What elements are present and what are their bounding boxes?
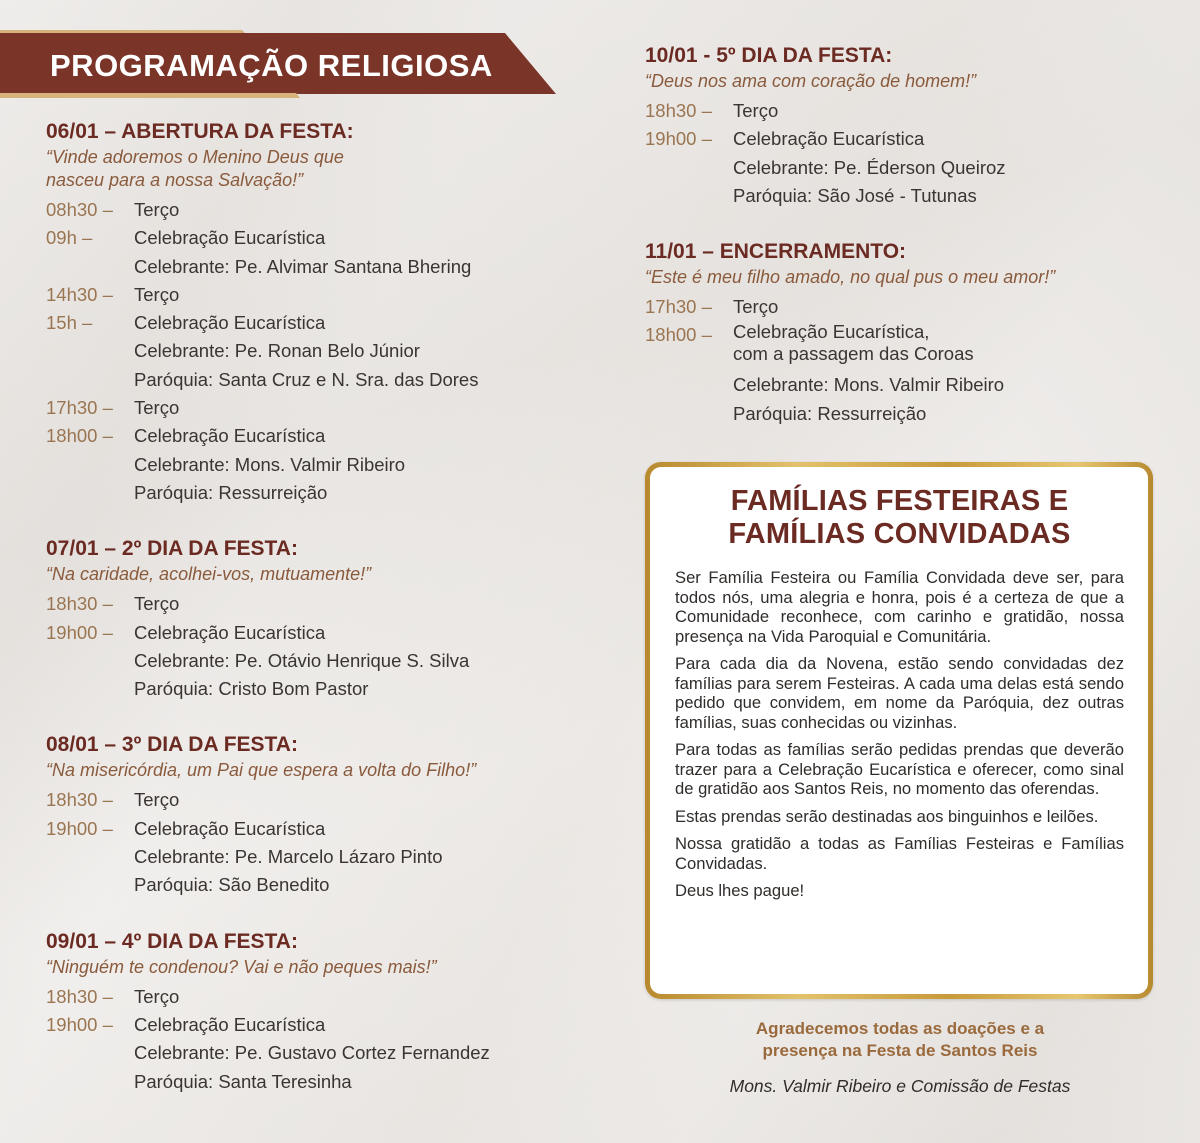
banner-title: PROGRAMAÇÃO RELIGIOSA [50,48,493,83]
families-paragraph: Para cada dia da Novena, estão sendo convidadas dez famílias para serem Festeiras. A cada uma delas está sendo pedido que convidem, em nome da Paróquia, dez outras famílias, suas conhecidas ou vizinhas. [675,654,1124,732]
entry-celebrant: Celebrante: Pe. Gustavo Cortez Fernandez [134,1042,490,1064]
entry-celebrant: Celebrante: Pe. Ronan Belo Júnior [134,340,420,362]
entry-time: 18h30 – [46,593,113,615]
entry-celebrant: Celebrante: Pe. Marcelo Lázaro Pinto [134,846,443,868]
schedule-entry [645,293,1165,321]
entry-line: Celebração Eucarística [134,1013,326,1035]
families-closing: Deus lhes pague! [675,881,805,900]
day-quote: “Na caridade, acolhei-vos, mutuamente!” [46,564,372,585]
families-paragraph: Nossa gratidão a todas as Famílias Festeiras e Famílias Convidadas. [675,834,1124,873]
entry-time: 09h – [46,227,93,249]
schedule-entry [46,394,606,422]
entry-time: 19h00 – [46,1013,113,1035]
schedule-entry [46,983,606,1011]
entry-time: 15h – [46,312,93,334]
families-paragraph: Para todas as famílias serão pedidas prendas que deverão trazer para a Celebração Eucarística e oferecer, como sinal de gratidão aos Santos Reis, no momento das oferendas. [675,740,1124,798]
schedule-entry [46,786,606,814]
entry-time: 18h00 – [645,324,712,346]
section-banner [0,28,560,100]
entry-celebrant: Celebrante: Pe. Otávio Henrique S. Silva [134,649,470,671]
day-heading: 08/01 – 3º DIA DA FESTA: [46,733,298,757]
schedule-entry [46,422,606,507]
schedule-entry [645,97,1165,125]
schedule-right-column [645,42,1165,456]
day-heading: 09/01 – 4º DIA DA FESTA: [46,929,298,953]
day-quote [46,146,606,192]
entry-parish: Paróquia: São Benedito [134,874,330,896]
day-block-0601 [46,118,606,507]
entry-line: Terço [134,283,180,305]
schedule-entry [46,619,606,704]
entry-line: com a passagem das Coroas [733,343,974,365]
entry-time: 18h30 – [645,100,712,121]
entry-line: Celebração Eucarística [134,425,326,447]
families-box-title [675,485,1124,551]
thanks-message [690,1018,1110,1062]
entry-time: 08h30 – [46,199,113,220]
families-box [645,462,1153,999]
day-block-1001 [645,42,1165,210]
day-block-0901 [46,928,606,1096]
day-heading: 06/01 – ABERTURA DA FESTA: [46,120,354,143]
schedule-entry [645,125,1165,210]
day-heading: 07/01 – 2º DIA DA FESTA: [46,537,298,561]
title-line: FAMÍLIAS CONVIDADAS [728,518,1071,550]
entry-parish: Paróquia: Santa Teresinha [134,1070,352,1092]
schedule-entry [46,224,606,281]
entry-time: 18h30 – [46,985,113,1007]
schedule-left-column [46,118,606,1124]
schedule-entry [645,321,1165,428]
schedule-entry [46,1011,606,1096]
entry-time: 19h00 – [46,817,113,839]
entry-line: Terço [134,985,180,1007]
families-paragraph: Estas prendas serão destinadas aos binguinhos e leilões. [675,806,1099,826]
entry-line: Celebração Eucarística [134,227,326,249]
entry-time: 14h30 – [46,283,113,305]
entry-celebrant: Celebrante: Mons. Valmir Ribeiro [733,374,1005,396]
entry-line: Celebração Eucarística, [733,321,930,343]
schedule-entry [46,196,606,224]
entry-celebrant: Celebrante: Mons. Valmir Ribeiro [134,453,406,475]
quote-line: “Vinde adoremos o Menino Deus que [46,147,344,167]
schedule-entry [46,309,606,394]
entry-line: Terço [733,100,779,121]
signature: Mons. Valmir Ribeiro e Comissão de Festas [729,1076,1071,1096]
day-quote: “Este é meu filho amado, no qual pus o meu amor!” [645,267,1056,288]
entry-time: 17h30 – [645,296,712,318]
thanks-line: Agradecemos todas as doações e a [755,1019,1045,1038]
schedule-entry [46,815,606,900]
quote-line: nasceu para a nossa Salvação!” [46,170,304,190]
thanks-line: presença na Festa de Santos Reis [762,1041,1038,1060]
entry-parish: Paróquia: Ressurreição [134,481,328,503]
entry-line: Terço [733,296,779,318]
entry-line: Terço [134,199,180,220]
entry-line: Celebração Eucarística [134,621,326,643]
entry-time: 18h30 – [46,789,113,811]
entry-line: Terço [134,397,180,419]
entry-celebrant: Celebrante: Pe. Alvimar Santana Bhering [134,255,472,277]
entry-time: 19h00 – [645,128,712,150]
entry-parish: Paróquia: Santa Cruz e N. Sra. das Dores [134,368,479,390]
entry-line: Terço [134,789,180,811]
entry-time: 18h00 – [46,425,113,447]
entry-time: 17h30 – [46,397,113,419]
day-block-1101 [645,238,1165,428]
entry-parish: Paróquia: São José - Tutunas [733,184,977,206]
schedule-entry [46,281,606,309]
entry-parish: Paróquia: Ressurreição [733,402,927,424]
entry-celebrant: Celebrante: Pe. Éderson Queiroz [733,156,1006,178]
schedule-entry [46,590,606,618]
entry-time: 19h00 – [46,621,113,643]
day-quote: “Ninguém te condenou? Vai e não peques mais!” [46,956,437,977]
day-quote: “Na misericórdia, um Pai que espera a volta do Filho!” [46,760,477,781]
entry-parish: Paróquia: Cristo Bom Pastor [134,678,369,700]
title-line: FAMÍLIAS FESTEIRAS E [730,485,1069,517]
entry-line: Terço [134,593,180,615]
day-heading: 11/01 – ENCERRAMENTO: [645,240,907,264]
families-paragraph: Ser Família Festeira ou Família Convidada deve ser, para todos nós, uma alegria e honra, pois é a certeza de que a Comunidade reconhece, com carinho e gratidão, nossa presença na Vida Paroquial e Comunitária. [675,568,1124,646]
entry-line: Celebração Eucarística [134,312,326,334]
day-quote: “Deus nos ama com coração de homem!” [645,71,977,91]
entry-line: Celebração Eucarística [733,128,925,150]
families-box-content [650,467,1148,994]
day-block-0801 [46,731,606,899]
day-block-0701 [46,535,606,703]
day-heading: 10/01 - 5º DIA DA FESTA: [645,44,893,67]
entry-line: Celebração Eucarística [134,817,326,839]
